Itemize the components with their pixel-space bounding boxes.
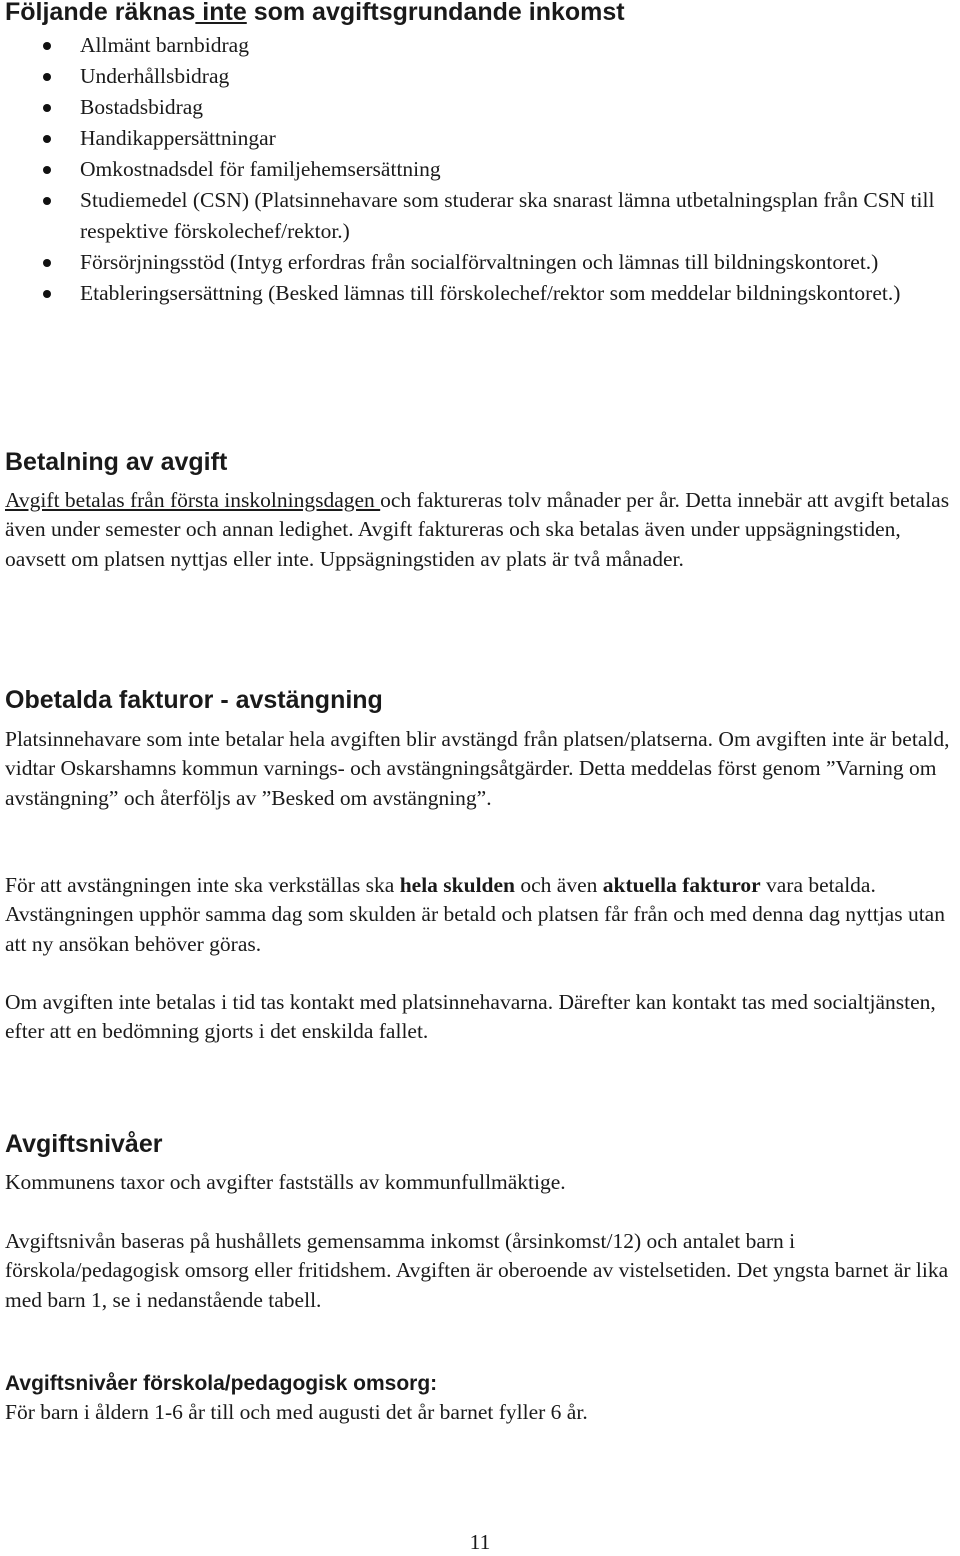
list-item bbox=[0, 30, 958, 61]
list-item-text: Etableringsersättning (Besked lämnas till förskolechef/rektor som meddelar bildningskontoret.) bbox=[80, 281, 901, 305]
list-item-text: Bostadsbidrag bbox=[80, 95, 204, 119]
preschool-fee-paragraph: För barn i åldern 1-6 år till och med augusti det år barnet fyller 6 år. bbox=[5, 1400, 588, 1424]
fee-levels-paragraph-2: Avgiftsnivån baseras på hushållets gemensamma inkomst (årsinkomst/12) och antalet barn i förskola/pedagogisk omsorg eller fritidshem. Avgiften är oberoende av vistelsetiden. Det yngsta barnet är lika med barn 1, se i nedanstående tabell. bbox=[5, 1229, 949, 1312]
bold-text: hela skulden bbox=[399, 873, 515, 897]
bullet-icon bbox=[43, 73, 51, 81]
payment-paragraph bbox=[5, 486, 957, 574]
excluded-income-list bbox=[0, 30, 960, 309]
unpaid-paragraph-2 bbox=[5, 871, 957, 959]
bullet-icon bbox=[43, 166, 51, 174]
heading-part: Följande räknas bbox=[5, 0, 196, 26]
list-item bbox=[0, 61, 958, 92]
bullet-icon bbox=[43, 197, 51, 205]
bullet-icon bbox=[43, 104, 51, 112]
list-item-text: Allmänt barnbidrag bbox=[80, 33, 249, 57]
list-item-text: Handikappersättningar bbox=[80, 126, 276, 150]
list-item-text: Underhållsbidrag bbox=[80, 64, 230, 88]
list-item bbox=[0, 154, 958, 185]
underlined-text: Avgift betalas från första inskolningsdagen bbox=[5, 488, 381, 512]
list-item-text: Omkostnadsdel för familjehemsersättning bbox=[80, 157, 441, 181]
section-heading-excluded-income bbox=[5, 0, 625, 27]
paragraph-text: För att avstängningen inte ska verkställas ska bbox=[5, 873, 400, 897]
heading-emphasis: inte bbox=[195, 0, 247, 26]
bullet-icon bbox=[43, 42, 51, 50]
unpaid-paragraph-3: Om avgiften inte betalas i tid tas kontakt med platsinnehavarna. Därefter kan kontakt tas med socialtjänsten, efter att en bedömning gjorts i det enskilda fallet. bbox=[5, 990, 936, 1044]
list-item-text: Studiemedel (CSN) (Platsinnehavare som studerar ska snarast lämna utbetalningsplan från CSN till respektive förskolechef/rektor.) bbox=[80, 188, 935, 243]
bold-text: aktuella fakturor bbox=[602, 873, 761, 897]
unpaid-paragraph-1: Platsinnehavare som inte betalar hela avgiften blir avstängd från platsen/platserna. Om avgiften inte är betald, vidtar Oskarshamns kommun varnings- och avstängningsåtgärder. Detta meddelas först genom ”Varning om avstängning” och återföljs av ”Besked om avstängning”. bbox=[5, 727, 950, 810]
list-item bbox=[0, 123, 958, 154]
section-heading-payment: Betalning av avgift bbox=[5, 448, 228, 476]
paragraph-text: och faktureras tolv månader per år. Detta innebär att avgift betalas även under semester och annan ledighet. Avgift faktureras och ska betalas även under uppsägningstiden, oavsett om platsen nyttjas eller inte. Uppsägningstiden av plats är två månader. bbox=[5, 488, 950, 571]
paragraph-text: vara betalda. Avstängningen upphör samma dag som skulden är betald och platsen får från och med denna dag nyttjas utan att ny ansökan behöver göras. bbox=[5, 873, 945, 956]
bullet-icon bbox=[43, 259, 51, 267]
section-heading-fee-levels: Avgiftsnivåer bbox=[5, 1130, 163, 1158]
list-item bbox=[0, 278, 958, 309]
list-item bbox=[0, 92, 958, 123]
bullet-icon bbox=[43, 135, 51, 143]
bullet-icon bbox=[43, 290, 51, 298]
section-heading-preschool-fee-levels: Avgiftsnivåer förskola/pedagogisk omsorg: bbox=[5, 1372, 438, 1395]
heading-part: som avgiftsgrundande inkomst bbox=[246, 0, 625, 26]
page-number: 11 bbox=[469, 1530, 491, 1554]
section-heading-unpaid-invoices: Obetalda fakturor - avstängning bbox=[5, 686, 383, 714]
paragraph-text: och även bbox=[515, 873, 603, 897]
fee-levels-paragraph-1: Kommunens taxor och avgifter fastställs av kommunfullmäktige. bbox=[5, 1170, 566, 1194]
list-item-text: Försörjningsstöd (Intyg erfordras från socialförvaltningen och lämnas till bildningskontoret.) bbox=[80, 250, 879, 274]
list-item bbox=[0, 247, 958, 278]
list-item bbox=[0, 185, 958, 247]
